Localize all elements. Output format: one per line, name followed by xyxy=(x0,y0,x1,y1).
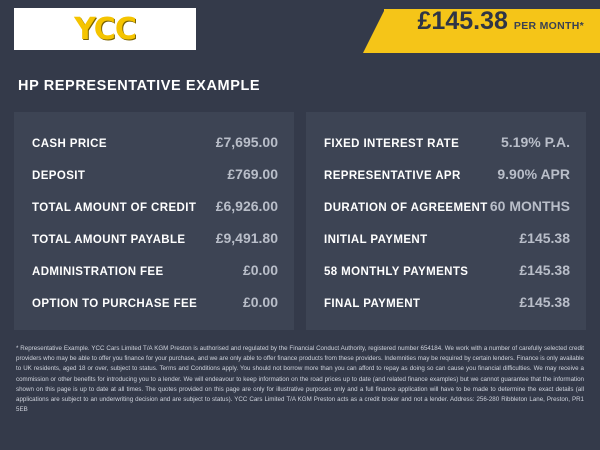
table-row xyxy=(14,254,294,286)
row-value: £9,491.80 xyxy=(215,230,278,246)
row-value: £145.38 xyxy=(519,294,570,310)
row-value: £0.00 xyxy=(242,262,278,278)
row-value: £0.00 xyxy=(242,294,278,310)
row-label: ADMINISTRATION FEE xyxy=(32,266,164,278)
row-label: 58 MONTHLY PAYMENTS xyxy=(324,266,469,278)
ycc-logo[interactable] xyxy=(14,8,196,50)
row-label: DEPOSIT xyxy=(32,170,86,182)
table-row xyxy=(14,190,294,222)
table-row xyxy=(306,158,586,190)
row-label: FINAL PAYMENT xyxy=(324,298,421,310)
row-label: TOTAL AMOUNT PAYABLE xyxy=(32,234,186,246)
header xyxy=(0,0,600,58)
table-row xyxy=(306,126,586,158)
row-value: £7,695.00 xyxy=(215,134,278,150)
table-row xyxy=(306,222,586,254)
right-details-panel xyxy=(306,112,586,330)
row-value: 5.19% P.A. xyxy=(500,134,570,150)
monthly-price-banner xyxy=(384,0,600,58)
row-value: £145.38 xyxy=(519,262,570,278)
logo-text: YCC xyxy=(74,11,136,47)
row-label: REPRESENTATIVE APR xyxy=(324,170,461,182)
row-label: TOTAL AMOUNT OF CREDIT xyxy=(32,202,197,214)
row-value: 9.90% APR xyxy=(497,166,570,182)
table-row xyxy=(306,190,586,222)
left-details-panel xyxy=(14,112,294,330)
table-row xyxy=(14,158,294,190)
price-period-label: PER MONTH* xyxy=(513,20,584,32)
row-label: INITIAL PAYMENT xyxy=(324,234,428,246)
table-row xyxy=(14,222,294,254)
row-label: CASH PRICE xyxy=(32,138,107,150)
row-value: £6,926.00 xyxy=(215,198,278,214)
row-value: £769.00 xyxy=(227,166,278,182)
row-label: DURATION OF AGREEMENT xyxy=(324,202,488,214)
row-value: £145.38 xyxy=(519,230,570,246)
row-label: FIXED INTEREST RATE xyxy=(324,138,460,150)
row-label: OPTION TO PURCHASE FEE xyxy=(32,298,198,310)
table-row xyxy=(306,254,586,286)
price-amount: £145.38 xyxy=(417,7,508,35)
finance-details xyxy=(0,94,600,330)
table-row xyxy=(306,286,586,318)
page-title: HP REPRESENTATIVE EXAMPLE xyxy=(18,78,261,94)
table-row xyxy=(14,126,294,158)
disclaimer-text: * Representative Example. YCC Cars Limited T/A KGM Preston is authorised and regulated by the Financial Conduct Authority, registered number 654184. We work with a number of carefully selected credit providers who may be able to offer you finance for your purchase, and we are only able to offer finance products from these providers. Indemnities may be required by certain lenders. Finance is only available to UK residents, aged 18 or over, subject to status. Terms and Conditions apply. You should not borrow more than you can afford to repay as doing so can cause you financial difficulties. We may receive a commission or other benefits for introducing you to a lender. We will endeavour to keep information on the road prices up to date (and related finance examples) but we cannot guarantee that the information shown on this page is up to date at all times. The quotes provided on this page are only for illustrative purposes only and a full finance application will have to be made to determine the exact details (all applications are subject to an underwriting decision and are subject to status). YCC Cars Limited T/A KGM Preston acts as a credit broker and not a lender. Address: 256-280 Ribbleton Lane, Preston, PR1 5EB xyxy=(16,345,584,414)
row-value: 60 MONTHS xyxy=(489,198,570,214)
table-row xyxy=(14,286,294,318)
